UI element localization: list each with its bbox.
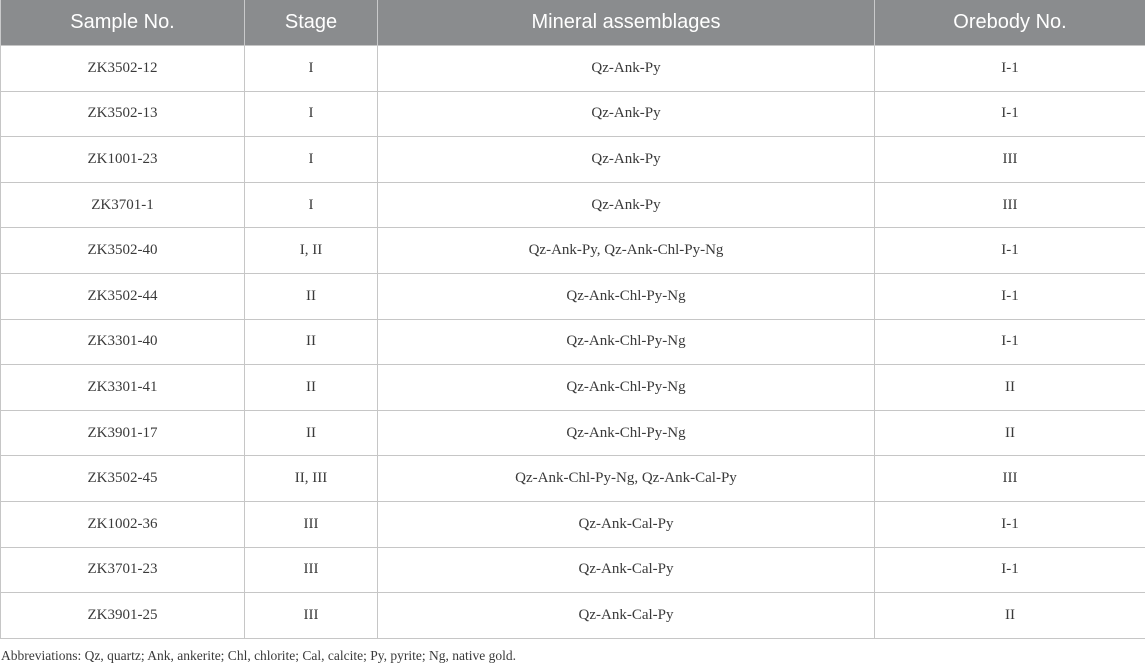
cell-stage: III [245,547,378,593]
cell-sample-no: ZK3701-23 [1,547,245,593]
cell-orebody-no: II [875,410,1145,456]
cell-mineral-assemblages: Qz-Ank-Py [378,46,875,92]
cell-sample-no: ZK3502-13 [1,91,245,137]
table-row [1,547,1145,593]
cell-orebody-no: II [875,593,1145,639]
cell-sample-no: ZK1002-36 [1,501,245,547]
cell-stage: II [245,410,378,456]
cell-orebody-no: I-1 [875,273,1145,319]
cell-stage: I [245,91,378,137]
cell-sample-no: ZK1001-23 [1,137,245,183]
cell-orebody-no: II [875,365,1145,411]
header-row [1,0,1145,46]
cell-stage: II [245,319,378,365]
header-stage: Stage [245,0,378,46]
cell-orebody-no: I-1 [875,46,1145,92]
cell-orebody-no: I-1 [875,501,1145,547]
cell-stage: I [245,137,378,183]
cell-sample-no: ZK3701-1 [1,182,245,228]
cell-mineral-assemblages: Qz-Ank-Py [378,182,875,228]
header-sample-no: Sample No. [1,0,245,46]
cell-mineral-assemblages: Qz-Ank-Py [378,91,875,137]
cell-orebody-no: III [875,137,1145,183]
table-row [1,501,1145,547]
table-row [1,273,1145,319]
cell-stage: II [245,273,378,319]
cell-mineral-assemblages: Qz-Ank-Cal-Py [378,501,875,547]
cell-stage: II [245,365,378,411]
cell-stage: III [245,501,378,547]
table-row [1,46,1145,92]
table-row [1,456,1145,502]
cell-mineral-assemblages: Qz-Ank-Chl-Py-Ng [378,273,875,319]
cell-orebody-no: III [875,456,1145,502]
cell-mineral-assemblages: Qz-Ank-Py, Qz-Ank-Chl-Py-Ng [378,228,875,274]
cell-sample-no: ZK3901-17 [1,410,245,456]
cell-sample-no: ZK3502-44 [1,273,245,319]
cell-stage: I, II [245,228,378,274]
cell-sample-no: ZK3901-25 [1,593,245,639]
cell-mineral-assemblages: Qz-Ank-Chl-Py-Ng, Qz-Ank-Cal-Py [378,456,875,502]
cell-stage: I [245,46,378,92]
table-row [1,365,1145,411]
table-row [1,137,1145,183]
cell-sample-no: ZK3301-41 [1,365,245,411]
table-row [1,410,1145,456]
cell-sample-no: ZK3502-40 [1,228,245,274]
cell-stage: III [245,593,378,639]
table-row [1,319,1145,365]
cell-mineral-assemblages: Qz-Ank-Py [378,137,875,183]
cell-mineral-assemblages: Qz-Ank-Chl-Py-Ng [378,365,875,411]
cell-mineral-assemblages: Qz-Ank-Cal-Py [378,593,875,639]
table-header [1,0,1145,46]
table-row [1,182,1145,228]
cell-mineral-assemblages: Qz-Ank-Chl-Py-Ng [378,319,875,365]
header-mineral-assemblages: Mineral assemblages [378,0,875,46]
cell-orebody-no: I-1 [875,228,1145,274]
cell-stage: I [245,182,378,228]
cell-orebody-no: I-1 [875,319,1145,365]
table-row [1,91,1145,137]
cell-mineral-assemblages: Qz-Ank-Chl-Py-Ng [378,410,875,456]
cell-sample-no: ZK3502-45 [1,456,245,502]
cell-orebody-no: I-1 [875,91,1145,137]
cell-mineral-assemblages: Qz-Ank-Cal-Py [378,547,875,593]
cell-sample-no: ZK3502-12 [1,46,245,92]
cell-orebody-no: I-1 [875,547,1145,593]
cell-sample-no: ZK3301-40 [1,319,245,365]
table-row [1,593,1145,639]
table-row [1,228,1145,274]
abbreviations-footnote: Abbreviations: Qz, quartz; Ank, ankerite; Chl, chlorite; Cal, calcite; Py, pyrite; Ng, native gold. [1,648,516,663]
cell-orebody-no: III [875,182,1145,228]
cell-stage: II, III [245,456,378,502]
table-body [1,46,1145,639]
header-orebody-no: Orebody No. [875,0,1145,46]
